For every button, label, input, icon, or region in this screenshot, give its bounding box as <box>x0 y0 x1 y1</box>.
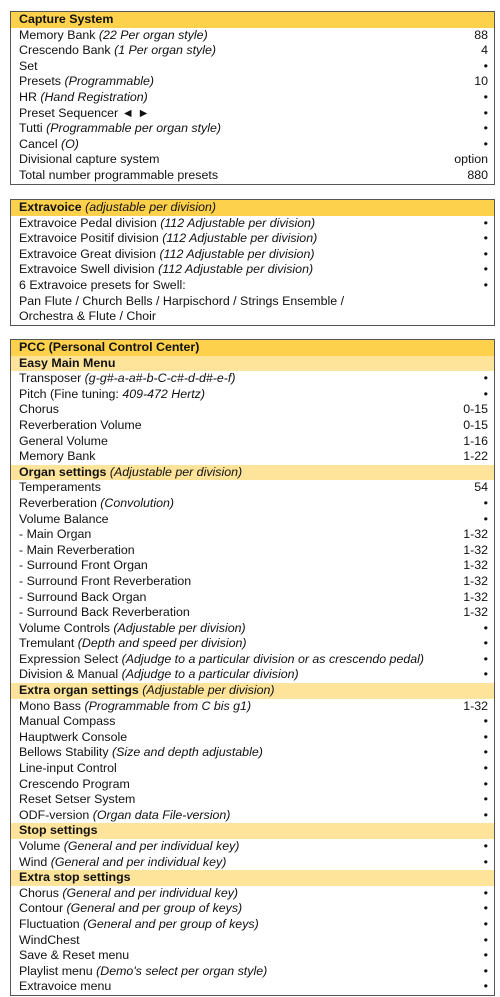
spec-label: Set <box>19 58 38 73</box>
spec-label: Temperaments <box>19 480 101 495</box>
spec-value: 880 <box>467 167 488 182</box>
spec-row <box>11 496 494 512</box>
capture-header <box>11 12 494 28</box>
spec-label: Hauptwerk Console <box>19 729 128 744</box>
spec-row <box>11 152 494 168</box>
spec-row <box>11 137 494 153</box>
spec-row <box>11 761 494 777</box>
capture-system-table <box>10 11 495 185</box>
pcc-group-header-note: (Adjustable per division) <box>109 464 243 479</box>
spec-value: • <box>483 105 488 120</box>
spec-value: • <box>483 932 488 947</box>
spec-note: 409-472 Hertz) <box>122 386 205 401</box>
spec-value: 1-16 <box>463 433 488 448</box>
spec-note: (g-g#-a-a#-b-C-c#-d-d#-e-f) <box>84 371 236 386</box>
spec-row <box>11 231 494 247</box>
spec-value: • <box>483 136 488 151</box>
spec-label: - Main Reverberation <box>19 542 135 557</box>
spec-row <box>11 964 494 980</box>
spec-note: (112 Adjustable per division) <box>160 215 316 230</box>
spec-value: 1-32 <box>463 527 488 542</box>
spec-note: (Adjudge to a particular division) <box>121 667 299 682</box>
spec-label: Crescendo Bank <box>19 43 111 58</box>
spec-row <box>11 387 494 403</box>
spec-value: • <box>483 277 488 292</box>
spec-row <box>11 699 494 715</box>
spec-row <box>11 652 494 668</box>
pcc-group-header-title: Stop settings <box>19 823 98 838</box>
spec-value: • <box>483 371 488 386</box>
spec-label: ODF-version <box>19 807 90 822</box>
spec-label: Total number programmable presets <box>19 167 219 182</box>
spec-row <box>11 168 494 184</box>
capture-header-title: Capture System <box>19 12 114 26</box>
spec-label: Contour <box>19 901 64 916</box>
spec-row <box>11 59 494 75</box>
spec-row <box>11 294 494 310</box>
spec-row <box>11 402 494 418</box>
spec-label: General Volume <box>19 433 108 448</box>
spec-row <box>11 839 494 855</box>
spec-value: • <box>483 729 488 744</box>
spec-note: (Programmable from C bis g1) <box>84 698 252 713</box>
spec-label: Tremulant <box>19 636 75 651</box>
spec-label: Volume Controls <box>19 620 110 635</box>
spec-value: • <box>483 246 488 261</box>
spec-label: Wind <box>19 854 48 869</box>
spec-label: Divisional capture system <box>19 152 160 167</box>
pcc-group-header <box>11 823 494 839</box>
pcc-group-header <box>11 870 494 886</box>
spec-value: option <box>454 152 488 167</box>
spec-row <box>11 216 494 232</box>
spec-value: • <box>483 121 488 136</box>
spec-note: (112 Adjustable per division) <box>158 262 314 277</box>
spec-value: • <box>483 620 488 635</box>
spec-value: • <box>483 948 488 963</box>
pcc-group-header-title: Extra organ settings <box>19 683 139 698</box>
extravoice-table <box>10 199 495 326</box>
spec-label: Pitch (Fine tuning: <box>19 386 119 401</box>
spec-row <box>11 43 494 59</box>
pcc-group-header-title: Extra stop settings <box>19 870 131 885</box>
spec-label: Save & Reset menu <box>19 948 130 963</box>
spec-note: (Programmable per organ style) <box>46 121 222 136</box>
spec-row <box>11 106 494 122</box>
spec-row <box>11 262 494 278</box>
spec-row <box>11 636 494 652</box>
pcc-header <box>11 340 494 356</box>
spec-row <box>11 574 494 590</box>
spec-label: Extravoice Great division <box>19 246 157 261</box>
pcc-group-header-note: (Adjustable per division) <box>142 683 275 698</box>
pcc-group-header-title: Easy Main Menu <box>19 355 116 370</box>
spec-value: • <box>483 215 488 230</box>
spec-note: (O) <box>61 136 79 151</box>
spec-label: Pan Flute / Church Bells / Harpischord / Strings Ensemble / <box>19 293 345 308</box>
spec-row <box>11 590 494 606</box>
spec-value: • <box>483 792 488 807</box>
spec-value: • <box>483 963 488 978</box>
spec-row <box>11 28 494 44</box>
spec-value: 1-32 <box>463 542 488 557</box>
spec-label: Cancel <box>19 136 58 151</box>
spec-note: (Adjudge to a particular division or as crescendo pedal) <box>121 651 425 666</box>
spec-label: Extravoice Pedal division <box>19 215 157 230</box>
spec-row <box>11 449 494 465</box>
spec-value: • <box>483 901 488 916</box>
spec-row <box>11 605 494 621</box>
pcc-table <box>10 339 495 996</box>
spec-value: 0-15 <box>463 417 488 432</box>
pcc-group-header <box>11 683 494 699</box>
spec-note: (General and per group of keys) <box>66 901 243 916</box>
spec-label: Bellows Stability <box>19 745 109 760</box>
spec-note: (Hand Registration) <box>40 89 148 104</box>
spec-value: • <box>483 386 488 401</box>
spec-value: 1-32 <box>463 558 488 573</box>
spec-row <box>11 855 494 871</box>
spec-label: Reverberation Volume <box>19 417 142 432</box>
spec-value: • <box>483 58 488 73</box>
spec-note: (22 Per organ style) <box>98 27 208 42</box>
spec-value: • <box>483 854 488 869</box>
spec-row <box>11 558 494 574</box>
spec-label: Crescendo Program <box>19 776 130 791</box>
spec-note: (1 Per organ style) <box>114 43 216 58</box>
spec-note: (Programmable) <box>64 74 154 89</box>
spec-label: - Main Organ <box>19 527 92 542</box>
spec-value: • <box>483 636 488 651</box>
spec-label: Chorus <box>19 402 59 417</box>
spec-row <box>11 808 494 824</box>
spec-value: • <box>483 839 488 853</box>
spec-value: 1-32 <box>463 589 488 604</box>
spec-value: • <box>483 979 488 994</box>
spec-row <box>11 480 494 496</box>
spec-value: 1-32 <box>463 605 488 620</box>
spec-note: (112 Adjustable per division) <box>159 246 315 261</box>
pcc-group-header-title: Organ settings <box>19 464 107 479</box>
pcc-header-title: PCC (Personal Control Center) <box>19 340 200 354</box>
spec-label: 6 Extravoice presets for Swell: <box>19 277 186 292</box>
spec-value: • <box>483 807 488 822</box>
spec-label: Extravoice Swell division <box>19 262 155 277</box>
spec-row <box>11 745 494 761</box>
spec-label: Extravoice Positif division <box>19 231 159 246</box>
spec-row <box>11 278 494 294</box>
spec-value: • <box>483 495 488 510</box>
spec-label: Division & Manual <box>19 667 119 682</box>
spec-label: Tutti <box>19 121 43 136</box>
spec-label: Presets <box>19 74 62 89</box>
spec-value: 88 <box>474 27 488 42</box>
spec-note: (Adjustable per division) <box>113 620 246 635</box>
spec-value: • <box>483 651 488 666</box>
spec-row <box>11 621 494 637</box>
spec-label: Extravoice menu <box>19 979 112 994</box>
spec-value: 1-22 <box>463 449 488 464</box>
spec-row <box>11 434 494 450</box>
spec-label: - Surround Front Reverberation <box>19 573 192 588</box>
spec-row <box>11 74 494 90</box>
spec-value: 1-32 <box>463 698 488 713</box>
spec-note: (General and per individual key) <box>63 839 240 853</box>
spec-label: Memory Bank <box>19 449 96 464</box>
spec-label: Manual Compass <box>19 714 116 729</box>
spec-label: - Surround Back Organ <box>19 589 147 604</box>
pcc-group-header <box>11 356 494 372</box>
spec-row <box>11 543 494 559</box>
spec-value: 4 <box>481 43 488 58</box>
spec-value: 0-15 <box>463 402 488 417</box>
spec-note: (Demo's select per organ style) <box>96 963 268 978</box>
spec-value: 10 <box>474 74 488 89</box>
spec-value: • <box>483 667 488 682</box>
spec-row <box>11 948 494 964</box>
spec-label: Chorus <box>19 885 59 900</box>
spec-value: • <box>483 916 488 931</box>
spec-row <box>11 730 494 746</box>
spec-label: - Surround Front Organ <box>19 558 148 573</box>
spec-note: ◄ ► <box>121 105 150 120</box>
spec-label: Volume Balance <box>19 511 109 526</box>
spec-row <box>11 714 494 730</box>
spec-value: • <box>483 262 488 277</box>
spec-label: Mono Bass <box>19 698 81 713</box>
spec-value: • <box>483 714 488 729</box>
extravoice-header <box>11 200 494 216</box>
spec-row <box>11 933 494 949</box>
spec-label: Volume <box>19 839 61 853</box>
spec-label: Expression Select <box>19 651 119 666</box>
spec-row <box>11 90 494 106</box>
spec-note: (Convolution) <box>100 495 174 510</box>
spec-note: (Organ data File-version) <box>92 807 231 822</box>
spec-value: • <box>483 89 488 104</box>
spec-note: (General and per individual key) <box>62 885 239 900</box>
spec-row <box>11 309 494 325</box>
spec-row <box>11 979 494 995</box>
spec-value: 54 <box>474 480 488 495</box>
spec-note: (General and per group of keys) <box>83 916 259 931</box>
spec-row <box>11 792 494 808</box>
spec-row <box>11 527 494 543</box>
spec-value: • <box>483 776 488 791</box>
spec-row <box>11 121 494 137</box>
spec-label: HR <box>19 89 37 104</box>
spec-label: Preset Sequencer <box>19 105 119 120</box>
spec-note: (Depth and speed per division) <box>77 636 247 651</box>
spec-row <box>11 667 494 683</box>
spec-value: • <box>483 511 488 526</box>
spec-note: (112 Adjustable per division) <box>162 231 318 246</box>
spec-value: • <box>483 761 488 776</box>
spec-label: Fluctuation <box>19 916 80 931</box>
spec-row <box>11 917 494 933</box>
spec-value: 1-32 <box>463 573 488 588</box>
spec-label: Line-input Control <box>19 761 117 776</box>
spec-label: Memory Bank <box>19 27 96 42</box>
spec-label: Reverberation <box>19 495 97 510</box>
spec-row <box>11 901 494 917</box>
spec-row <box>11 247 494 263</box>
spec-value: • <box>483 745 488 760</box>
spec-row <box>11 512 494 528</box>
spec-label: Transposer <box>19 371 82 386</box>
pcc-group-header <box>11 465 494 481</box>
spec-value: • <box>483 885 488 900</box>
spec-label: Orchestra & Flute / Choir <box>19 309 157 324</box>
spec-row <box>11 418 494 434</box>
spec-label: Reset Setser System <box>19 792 136 807</box>
extravoice-header-note: (adjustable per division) <box>85 200 216 214</box>
spec-label: - Surround Back Reverberation <box>19 605 190 620</box>
spec-label: Playlist menu <box>19 963 93 978</box>
spec-note: (General and per individual key) <box>50 854 227 869</box>
extravoice-header-title: Extravoice <box>19 200 82 214</box>
spec-label: WindChest <box>19 932 80 947</box>
spec-value: • <box>483 231 488 246</box>
spec-row <box>11 777 494 793</box>
spec-row <box>11 371 494 387</box>
spec-row <box>11 886 494 902</box>
spec-note: (Size and depth adjustable) <box>111 745 263 760</box>
